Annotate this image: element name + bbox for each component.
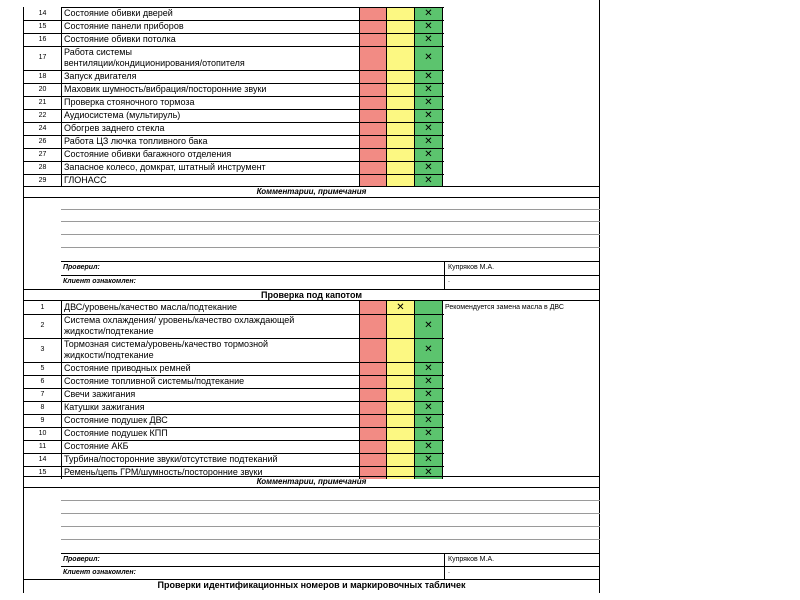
row-number: 10	[23, 427, 61, 440]
comment-line[interactable]	[61, 513, 600, 514]
status-yellow-cell[interactable]	[387, 20, 415, 33]
section-title-hood: Проверка под капотом	[23, 289, 600, 301]
status-green-cell[interactable]: ✕	[415, 122, 443, 135]
grid-line	[23, 174, 444, 175]
status-green-cell[interactable]: ✕	[415, 427, 443, 440]
grid-line	[23, 388, 444, 389]
row-label: Обогрев заднего стекла	[61, 122, 360, 135]
row-number: 7	[23, 388, 61, 401]
row-label-line2: вентиляции/кондиционирования/отопителя	[64, 58, 245, 68]
row-label: Турбина/посторонние звуки/отсутствие подтеканий	[61, 453, 360, 466]
grid-line	[23, 96, 444, 97]
status-green-cell[interactable]: ✕	[415, 440, 443, 453]
grid-line	[23, 466, 444, 467]
status-red-cell[interactable]	[360, 70, 387, 83]
table-row	[23, 109, 600, 122]
row-label: Проверка стояночного тормоза	[61, 96, 360, 109]
row-number: 17	[23, 46, 61, 70]
comment-line[interactable]	[61, 526, 600, 527]
grid-line	[23, 427, 444, 428]
row-label: Ремень/цепь ГРМ/шумность/посторонние звуки	[61, 466, 360, 479]
status-red-cell[interactable]	[360, 7, 387, 20]
row-label: Состояние приводных ремней	[61, 362, 360, 375]
status-red-cell[interactable]	[360, 109, 387, 122]
status-green-cell[interactable]: ✕	[415, 7, 443, 20]
row-number: 24	[23, 122, 61, 135]
row-number: 8	[23, 401, 61, 414]
row-number: 5	[23, 362, 61, 375]
status-yellow-cell[interactable]	[387, 414, 415, 427]
status-green-cell[interactable]: ✕	[415, 96, 443, 109]
table-row	[23, 440, 600, 453]
table-row	[23, 20, 600, 33]
row-number: 1	[23, 301, 61, 314]
table-row	[23, 401, 600, 414]
row-number: 3	[23, 338, 61, 362]
table-row	[23, 161, 600, 174]
status-yellow-cell[interactable]	[387, 388, 415, 401]
row-label	[61, 338, 360, 362]
table-row	[23, 96, 600, 109]
status-green-cell[interactable]: ✕	[415, 83, 443, 96]
status-green-cell[interactable]: ✕	[415, 46, 443, 70]
status-green-cell[interactable]: ✕	[415, 338, 443, 362]
row-label: Состояние обивки потолка	[61, 33, 360, 46]
row-label-line1: Система охлаждения/ уровень/качество охлаждающей	[64, 315, 295, 325]
row-label: Катушки зажигания	[61, 401, 360, 414]
status-red-cell[interactable]	[360, 148, 387, 161]
row-label: Состояние обивки багажного отделения	[61, 148, 360, 161]
row-number: 15	[23, 20, 61, 33]
table-row	[23, 388, 600, 401]
client-value[interactable]: .	[448, 277, 450, 284]
comment-line[interactable]	[61, 234, 600, 235]
grid-line	[23, 488, 24, 580]
checked-value[interactable]: Купряков М.А.	[448, 264, 495, 271]
status-green-cell[interactable]: ✕	[415, 453, 443, 466]
status-yellow-cell[interactable]	[387, 83, 415, 96]
status-yellow-cell[interactable]	[387, 314, 415, 338]
row-label-line1: Работа системы	[64, 47, 132, 57]
status-green-cell[interactable]: ✕	[415, 70, 443, 83]
comment-line[interactable]	[61, 247, 600, 248]
grid-line	[23, 375, 444, 376]
comments-header-2: Комментарии, примечания	[23, 476, 600, 488]
grid-line	[23, 33, 444, 34]
row-label-line2: жидкости/подтекание	[64, 350, 154, 360]
status-red-cell[interactable]	[360, 314, 387, 338]
status-yellow-cell[interactable]	[387, 161, 415, 174]
row-number: 22	[23, 109, 61, 122]
status-yellow-cell[interactable]	[387, 122, 415, 135]
row-note[interactable]: Рекомендуется замена масла в ДВС	[443, 301, 600, 314]
status-green-cell[interactable]: ✕	[415, 174, 443, 187]
status-yellow-cell[interactable]	[387, 362, 415, 375]
table-row	[23, 375, 600, 388]
status-green-cell[interactable]: ✕	[415, 375, 443, 388]
status-green-cell[interactable]: ✕	[415, 33, 443, 46]
row-label: Свечи зажигания	[61, 388, 360, 401]
row-number: 16	[23, 33, 61, 46]
status-red-cell[interactable]	[360, 338, 387, 362]
status-red-cell[interactable]	[360, 83, 387, 96]
grid-line	[599, 301, 600, 476]
status-green-cell[interactable]: ✕	[415, 388, 443, 401]
table-row	[23, 427, 600, 440]
row-label-line1: Тормозная система/уровень/качество тормозной	[64, 339, 269, 349]
grid-line	[599, 0, 600, 186]
row-label: Состояние АКБ	[61, 440, 360, 453]
grid-line	[23, 161, 444, 162]
grid-line	[61, 566, 600, 567]
grid-line	[23, 314, 444, 315]
status-red-cell[interactable]	[360, 46, 387, 70]
grid-line	[23, 338, 444, 339]
comment-line[interactable]	[61, 209, 600, 210]
table-row	[23, 7, 600, 20]
grid-line	[23, 109, 444, 110]
grid-line	[23, 440, 444, 441]
status-yellow-cell[interactable]	[387, 135, 415, 148]
grid-line	[23, 198, 24, 290]
grid-line	[23, 70, 444, 71]
row-number: 6	[23, 375, 61, 388]
row-label-line2: жидкости/подтекание	[64, 326, 154, 336]
table-row	[23, 70, 600, 83]
status-red-cell[interactable]	[360, 301, 387, 314]
row-label: Маховик шумность/вибрация/посторонние звуки	[61, 83, 360, 96]
comment-line[interactable]	[61, 221, 600, 222]
row-number: 18	[23, 70, 61, 83]
row-label: Состояние обивки дверей	[61, 7, 360, 20]
status-green-cell[interactable]: ✕	[415, 401, 443, 414]
grid-line	[61, 275, 600, 276]
row-number: 20	[23, 83, 61, 96]
row-number: 2	[23, 314, 61, 338]
status-yellow-cell[interactable]	[387, 427, 415, 440]
grid-line	[23, 135, 444, 136]
status-red-cell[interactable]	[360, 427, 387, 440]
row-number: 28	[23, 161, 61, 174]
grid-line	[23, 122, 444, 123]
status-red-cell[interactable]	[360, 414, 387, 427]
table-row	[23, 122, 600, 135]
status-yellow-cell[interactable]: ✕	[387, 301, 415, 314]
table-row	[23, 414, 600, 427]
status-yellow-cell[interactable]	[387, 338, 415, 362]
status-yellow-cell[interactable]	[387, 401, 415, 414]
status-green-cell[interactable]: ✕	[415, 314, 443, 338]
row-number: 27	[23, 148, 61, 161]
status-green-cell[interactable]: ✕	[415, 161, 443, 174]
status-red-cell[interactable]	[360, 20, 387, 33]
status-green-cell[interactable]: ✕	[415, 362, 443, 375]
section-title-identification: Проверки идентификационных номеров и маркировочных табличек	[23, 579, 600, 593]
row-number: 11	[23, 440, 61, 453]
grid-line	[23, 83, 444, 84]
table-row	[23, 338, 600, 362]
status-yellow-cell[interactable]	[387, 440, 415, 453]
table-row	[23, 453, 600, 466]
status-green-cell[interactable]	[415, 301, 443, 314]
row-label: Состояние панели приборов	[61, 20, 360, 33]
grid-line	[61, 7, 444, 8]
checked-label-2: Проверил:	[63, 556, 100, 563]
status-green-cell[interactable]: ✕	[415, 414, 443, 427]
status-yellow-cell[interactable]	[387, 109, 415, 122]
grid-line	[23, 401, 444, 402]
table-row	[23, 148, 600, 161]
grid-line	[23, 148, 444, 149]
row-label: ДВС/уровень/качество масла/подтекание	[61, 301, 360, 314]
status-green-cell[interactable]: ✕	[415, 135, 443, 148]
row-label	[61, 46, 360, 70]
status-red-cell[interactable]	[360, 453, 387, 466]
comment-line[interactable]	[61, 539, 600, 540]
status-red-cell[interactable]	[360, 401, 387, 414]
grid-line	[23, 20, 444, 21]
table-row	[23, 33, 600, 46]
status-yellow-cell[interactable]	[387, 33, 415, 46]
row-number: 21	[23, 96, 61, 109]
status-red-cell[interactable]	[360, 122, 387, 135]
status-green-cell[interactable]: ✕	[415, 20, 443, 33]
grid-line	[23, 362, 444, 363]
row-label: Запуск двигателя	[61, 70, 360, 83]
status-green-cell[interactable]: ✕	[415, 109, 443, 122]
status-yellow-cell[interactable]	[387, 453, 415, 466]
grid-line	[23, 453, 444, 454]
row-label	[61, 314, 360, 338]
grid-line	[23, 46, 444, 47]
row-number: 14	[23, 453, 61, 466]
status-red-cell[interactable]	[360, 362, 387, 375]
status-red-cell[interactable]	[360, 161, 387, 174]
status-red-cell[interactable]	[360, 375, 387, 388]
comments-header: Комментарии, примечания	[23, 186, 600, 198]
status-green-cell[interactable]: ✕	[415, 148, 443, 161]
status-red-cell[interactable]	[360, 440, 387, 453]
checked-label: Проверил:	[63, 264, 100, 271]
status-red-cell[interactable]	[360, 33, 387, 46]
row-label: Состояние подушек КПП	[61, 427, 360, 440]
row-label: Состояние топливной системы/подтекание	[61, 375, 360, 388]
row-number: 14	[23, 7, 61, 20]
row-number: 9	[23, 414, 61, 427]
grid-line	[61, 553, 600, 554]
status-yellow-cell[interactable]	[387, 375, 415, 388]
client-label-2: Клиент ознакомлен:	[63, 569, 136, 576]
row-number: 29	[23, 174, 61, 187]
table-row	[23, 301, 600, 314]
status-yellow-cell[interactable]	[387, 70, 415, 83]
grid-line	[61, 261, 600, 262]
row-number: 15	[23, 466, 61, 479]
status-yellow-cell[interactable]	[387, 148, 415, 161]
checked-value-2[interactable]: Купряков М.А.	[448, 556, 495, 563]
status-red-cell[interactable]	[360, 96, 387, 109]
row-label: ГЛОНАСС	[61, 174, 360, 187]
table-row	[23, 362, 600, 375]
row-label: Состояние подушек ДВС	[61, 414, 360, 427]
status-red-cell[interactable]	[360, 388, 387, 401]
row-label: Аудиосистема (мультируль)	[61, 109, 360, 122]
table-row	[23, 46, 600, 70]
status-red-cell[interactable]	[360, 135, 387, 148]
table-row	[23, 314, 600, 338]
comment-line[interactable]	[61, 500, 600, 501]
table-row	[23, 83, 600, 96]
grid-line	[23, 414, 444, 415]
status-yellow-cell[interactable]	[387, 7, 415, 20]
status-yellow-cell[interactable]	[387, 46, 415, 70]
status-yellow-cell[interactable]	[387, 96, 415, 109]
client-label: Клиент ознакомлен:	[63, 278, 136, 285]
table-row	[23, 135, 600, 148]
row-label: Запасное колесо, домкрат, штатный инструмент	[61, 161, 360, 174]
row-number: 26	[23, 135, 61, 148]
status-green-cell[interactable]: ✕	[415, 466, 443, 479]
row-label: Работа ЦЗ лючка топливного бака	[61, 135, 360, 148]
client-value-2[interactable]: .	[448, 568, 450, 575]
grid-line	[599, 198, 600, 290]
